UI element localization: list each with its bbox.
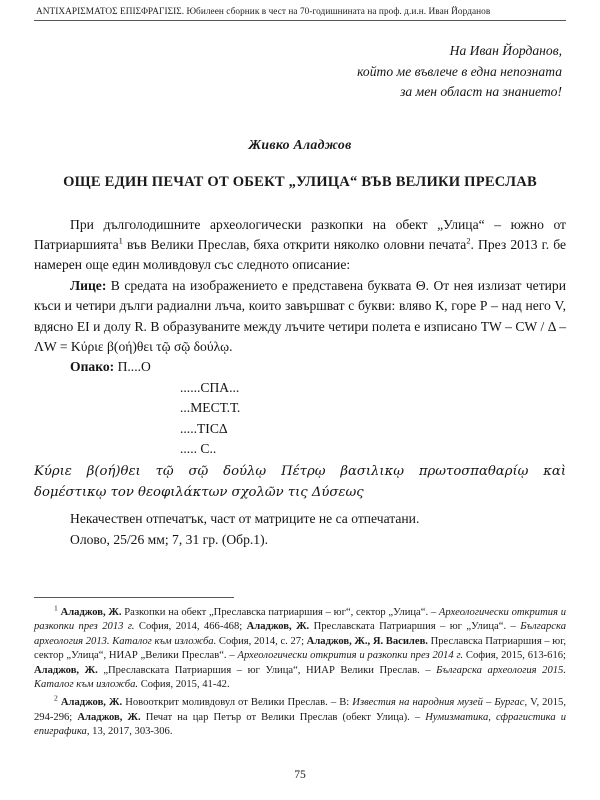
reverse-legend-lines (34, 378, 566, 460)
footnote-segment: Археологически открития и разкопки през 2014 г. (237, 650, 464, 662)
footnote-number: 2 (54, 693, 58, 703)
reverse-legend-line: ......СПА... (180, 379, 240, 395)
footnote-separator (34, 597, 234, 598)
intro-text-part-3: . През 2013 г. бе намерен още един моливдовул със следното описание: (34, 236, 567, 273)
dedication-line-2: който ме въвлече в една непозната (357, 63, 562, 79)
article-title: ОЩЕ ЕДИН ПЕЧАТ ОТ ОБЕКТ „УЛИЦА“ ВЪВ ВЕЛИКИ ПРЕСЛАВ (63, 173, 537, 190)
intro-text-part-1: При дълголодишните археологически разкопки на обект „Улица“ – южно от Патриаршията (34, 216, 566, 252)
dedication-block (34, 41, 566, 103)
footnote-segment: Аладжов, Ж. (246, 621, 310, 633)
footnote-segment: „Преславската Патриаршия – юг Улица“, НИАР Велики Преслав. – (97, 664, 437, 676)
footnotes-section (34, 603, 567, 744)
closing-notes (34, 509, 566, 550)
footnote-ref-2[interactable]: 2 (466, 236, 471, 246)
reverse-legend-line: ..... С.. (180, 440, 217, 456)
footnote-2-text (34, 697, 566, 737)
greek-line-2: δομέστικῳ τον θεοφιλάκτων σχολῶν τις Δύσεως (34, 485, 364, 501)
footnote-segment: Преславска Патриаршия – юг, сектор „Улица“, НИАР „Велики Преслав“. – (34, 635, 566, 662)
footnote-1-text (34, 607, 566, 690)
footnote-1 (34, 603, 567, 692)
footnote-segment: Аладжов, Ж. (77, 711, 141, 723)
footnote-segment: Аладжов, Ж. (34, 664, 98, 676)
footnote-segment: Българска археология 2015. Каталог към изложба. (34, 664, 566, 691)
footnote-segment: Преславската Патриаршия – юг „Улица“. – (309, 621, 521, 633)
dedication-line-1: На Иван Йорданов, (449, 43, 562, 58)
page-number: 75 (294, 768, 306, 781)
condition-note: Некачествен отпечатък, част от матриците не са отпечатани. (70, 511, 420, 527)
footnote-segment: Археологически открития и разкопки през 2013 г. (34, 607, 566, 633)
footnote-segment: Известия на народния музей – Бургас (352, 697, 525, 709)
dedication-line-3: за мен област на знанието! (400, 84, 562, 99)
footnote-segment: , 13, 2017, 303-306. (86, 726, 173, 738)
footnote-segment: Печат на цар Петър от Велики Преслав (обект Улица). – (140, 711, 426, 723)
author-name: Живко Аладжов (248, 136, 352, 152)
intro-paragraph (34, 215, 566, 276)
greek-transcription (34, 461, 566, 503)
footnote-segment: София, 2014, с. 27; (216, 635, 307, 647)
running-head: ΑΝΤΙΧΑΡΙΣΜΑΤΟΣ ΕΠΙΣΦΡΑΓΙΣΙΣ. Юбилеен сборник в чест на 70-годишнината на проф. д.и.н. Иван Йорданов (36, 7, 491, 17)
footnote-segment: Българска археология 2013. Каталог към изложба. (34, 621, 566, 647)
footnote-segment: Аладжов, Ж., Я. Василев. (306, 635, 428, 647)
footnote-segment: София, 2015, 613-616; (463, 650, 567, 662)
article-body (34, 215, 566, 551)
footnote-segment: Разкопки на обект „Преславска патриаршия – юг“, сектор „Улица“. – (121, 607, 439, 618)
footnote-segment: Аладжов, Ж. (60, 607, 122, 618)
footnote-segment: Новооткрит моливдовул от Велики Преслав. – В: (122, 697, 353, 709)
footnote-segment: Аладжов, Ж. (60, 697, 123, 709)
greek-line-1: Κύριε β(οή)θει τῷ σῷ δούλῳ Πέτρῳ βασιλικῳ πρωτοσπαθαρίῳ καὶ (34, 464, 566, 480)
reverse-legend-line: ...МЕСТ.Т. (180, 400, 241, 416)
obverse-label: Лице: (70, 277, 107, 293)
footnote-ref-1[interactable]: 1 (118, 236, 123, 246)
measurements-note: Олово, 25/26 мм; 7, 31 гр. (Обр.1). (70, 531, 268, 547)
footnote-number: 1 (54, 603, 58, 613)
footnote-segment: София, 2015, 41-42. (138, 679, 230, 691)
reverse-label: Опако: (70, 359, 115, 375)
footnote-segment: София, 2014, 466-468; (134, 621, 247, 633)
reverse-paragraph (34, 357, 566, 377)
reverse-legend-line: .....ТІСΔ (180, 420, 228, 436)
obverse-description: В средата на изображението е представена буквата Θ. От нея излизат четири къси и четири дълги радиални лъча, които завършват с букви: вляво К, горе Р – над него V, вдясно ЕІ и долу R. В образуваните между лъчите четири полета е изписано TW – CW / Δ – ΛW = Κύριε β(οή)θει τῷ σῷ δούλῳ. (34, 277, 566, 354)
reverse-first-line: П....О (114, 359, 151, 375)
footnote-segment: , V, 2015, 294-296; (34, 697, 566, 723)
obverse-paragraph (34, 276, 566, 358)
header-rule (34, 20, 566, 21)
footnote-2 (34, 693, 567, 739)
intro-text-part-2: във Велики Преслав, бяха открити няколко оловни печата (122, 236, 467, 252)
footnote-segment: Нумизматика, сфрагистика и епиграфика (34, 711, 567, 738)
